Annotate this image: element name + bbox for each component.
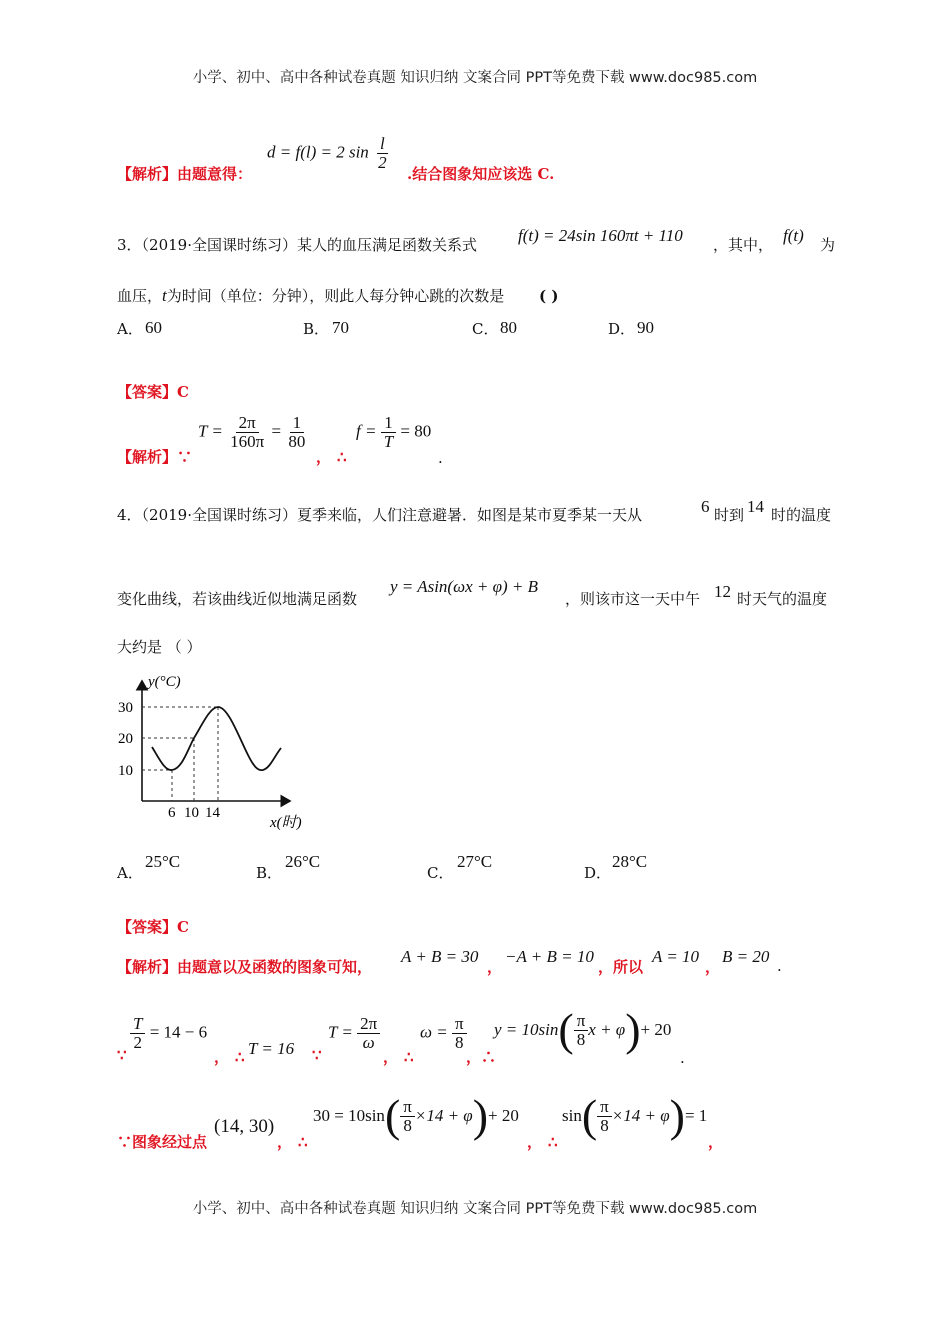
comma: ，	[527, 1133, 543, 1151]
frac-num: 2π	[357, 1015, 380, 1034]
q4-line1	[117, 505, 642, 525]
q4-option-a[interactable]	[117, 862, 143, 883]
f-eq: f =	[356, 421, 377, 441]
question-source: （2019·全国课时练习）	[141, 236, 297, 254]
option-value: 27°C	[457, 852, 493, 871]
passes-through: ∵图象经过点	[117, 1133, 208, 1151]
t-eq: T =	[198, 421, 223, 441]
frac-den: 160π	[230, 432, 265, 451]
omega-prefix	[383, 1046, 414, 1067]
q3-option-b[interactable]	[303, 318, 329, 339]
option-label: A．	[117, 320, 143, 338]
period: .	[680, 1049, 685, 1067]
q3-option-c[interactable]	[472, 318, 498, 339]
comma: ，	[708, 1133, 724, 1151]
q4-n14: 14	[747, 497, 764, 516]
plus-20: + 20	[488, 1106, 519, 1125]
page-footer: 小学、初中、高中各种试卷真题 知识归纳 文案合同 PPT等免费下载 www.doc985.com	[192, 1201, 758, 1217]
q4-analysis-line1	[117, 956, 372, 977]
q4-answer	[117, 916, 189, 937]
option-value: 80	[500, 318, 517, 337]
sin-prefix	[527, 1131, 558, 1152]
q4-option-d[interactable]	[584, 862, 611, 883]
q3-stem-b: ，其中，	[713, 236, 774, 254]
omega-value	[420, 1015, 467, 1052]
plus-20: + 20	[640, 1020, 672, 1039]
analysis-tag: 【解析】	[117, 448, 178, 466]
inner-expr: ×14 + φ	[414, 1106, 473, 1125]
omega-eq: ω =	[420, 1022, 448, 1042]
because-symbol: ∵	[177, 448, 193, 466]
x-tick-6: 6	[168, 805, 176, 821]
q4-n12: 12	[714, 582, 731, 601]
q3-option-a[interactable]	[117, 318, 143, 339]
q3-line1	[117, 235, 477, 255]
q3-ft: f(t)	[783, 226, 804, 245]
t16-prefix	[214, 1046, 245, 1067]
question-source: （2019·全国课时练习）	[141, 506, 297, 524]
frac-num: T	[130, 1015, 145, 1034]
answer-value: C	[177, 383, 189, 401]
therefore-symbol: ∴	[548, 1133, 558, 1151]
option-value: 28°C	[612, 852, 648, 871]
y-tick-10: 10	[118, 763, 133, 779]
frac-num: π	[452, 1015, 467, 1034]
eq30-prefix	[277, 1131, 308, 1152]
y-tick-20: 20	[118, 731, 133, 747]
frac-den: 8	[600, 1115, 609, 1135]
frac-den: T	[383, 432, 394, 451]
comma: ，	[705, 958, 721, 976]
omega-formula	[328, 1015, 380, 1052]
answer-value: C	[177, 918, 189, 936]
y-axis-label: y(°C)	[148, 674, 181, 690]
question-number: 4．	[117, 506, 142, 524]
open-paren: (	[581, 1090, 598, 1141]
therefore-symbol: ∴	[235, 1048, 245, 1066]
q3-stem-c: 为	[820, 236, 836, 254]
option-label: B．	[256, 864, 283, 882]
q4-line2-c: 时天气的温度	[737, 590, 828, 608]
frac-den: 2	[133, 1033, 142, 1052]
analysis-tag: 【解析】	[117, 165, 178, 183]
eq-sign: =	[271, 421, 282, 441]
comma: ，	[277, 1133, 293, 1151]
option-label: C．	[427, 864, 454, 882]
inner-expr: ×14 + φ	[611, 1106, 670, 1125]
close-paren: )	[472, 1090, 489, 1141]
option-label: D．	[584, 864, 612, 882]
option-value: 26°C	[285, 852, 321, 871]
analysis-text: 由题意得：	[177, 165, 253, 183]
q4-n6: 6	[701, 497, 710, 516]
half-rhs: = 14 − 6	[149, 1022, 208, 1042]
separator: ，	[316, 448, 332, 466]
frac-den: 8	[576, 1029, 586, 1049]
question-stem: 某人的血压满足函数关系式	[297, 236, 478, 254]
open-paren: (	[384, 1090, 401, 1141]
y-prefix	[466, 1046, 496, 1067]
y-eq: y = 10sin	[494, 1020, 559, 1039]
guide-lines	[142, 707, 218, 801]
q3-analysis-tag	[117, 446, 192, 467]
point: (14, 30)	[214, 1116, 275, 1137]
option-label: C．	[472, 320, 499, 338]
close-paren: )	[625, 1004, 641, 1055]
frac-num: π	[574, 1012, 589, 1031]
so-text: ，所以	[598, 958, 644, 976]
frac-num: π	[597, 1098, 612, 1117]
q3-end: .	[438, 449, 443, 467]
eq-a-plus-b: A + B = 30	[401, 947, 479, 966]
option-label: D．	[608, 320, 636, 338]
frac-den: ω	[362, 1033, 375, 1052]
frac-num: 1	[381, 414, 396, 433]
comma: ，	[214, 1048, 230, 1066]
q3-line2	[117, 286, 558, 306]
eq-1: = 1	[684, 1106, 708, 1125]
comma: ，	[383, 1048, 399, 1066]
period: .	[777, 957, 782, 975]
q4-formula: y = Asin(ωx + φ) + B	[390, 577, 539, 596]
y-tick-30: 30	[118, 700, 133, 716]
frac-den: 8	[403, 1115, 412, 1135]
result: = 80	[400, 421, 432, 441]
x-tick-14: 14	[205, 805, 220, 821]
comma: ，	[466, 1048, 482, 1066]
analysis-tag: 【解析】	[117, 958, 178, 976]
option-label: B．	[303, 320, 330, 338]
sin: sin	[562, 1106, 582, 1125]
prev-formula	[267, 135, 390, 172]
frac-den: 8	[455, 1033, 464, 1052]
frac-num: π	[400, 1098, 415, 1117]
q4-option-c[interactable]	[427, 862, 453, 883]
q3-paren: ( )	[539, 287, 559, 305]
q4-stem-b: 时到	[714, 506, 745, 524]
frac-num: 2π	[236, 414, 259, 433]
therefore-symbol: ∴	[337, 448, 347, 466]
q3-formula: f(t) = 24sin 160πt + 110	[518, 226, 683, 245]
q4-line2-b: ，则该市这一天中午	[565, 590, 701, 608]
answer-tag: 【答案】	[117, 383, 178, 401]
answer-tag: 【答案】	[117, 918, 178, 936]
open-paren: (	[558, 1004, 574, 1055]
analysis-text: 由题意以及函数的图象可知，	[177, 958, 373, 976]
eq-b: B = 20	[722, 947, 770, 966]
frac-num: l	[377, 135, 388, 154]
close-paren: )	[669, 1090, 685, 1141]
question-stem: 夏季来临，人们注意避暑．如图是某市夏季某一天从	[297, 506, 643, 524]
frac-num: 1	[290, 414, 305, 433]
t16: T = 16	[248, 1039, 295, 1058]
inner-expr: x + φ	[588, 1020, 626, 1039]
sin-formula	[562, 1090, 708, 1141]
q3-freq-formula	[356, 414, 431, 451]
q3-line2-b: 为时间（单位：分钟），则此人每分钟心跳的次数是	[166, 287, 505, 305]
prev-conclusion: .结合图象知应该选 C.	[407, 165, 555, 183]
question-number: 3．	[117, 236, 142, 254]
comma: ，	[487, 958, 503, 976]
temperature-graph	[110, 665, 310, 835]
therefore-symbol: ∴	[298, 1133, 308, 1151]
q3-period-formula	[198, 414, 308, 451]
q3-option-d[interactable]	[608, 318, 635, 339]
page-header: 小学、初中、高中各种试卷真题 知识归纳 文案合同 PPT等免费下载 www.doc985.com	[192, 70, 758, 86]
q4-stem-c: 时的温度	[771, 506, 832, 524]
because-symbol: ∵	[312, 1046, 322, 1064]
because-symbol: ∵	[117, 1046, 127, 1064]
t-eq: T =	[328, 1022, 353, 1042]
q4-option-b[interactable]	[256, 862, 282, 883]
therefore-symbol: ∴	[404, 1048, 414, 1066]
y-formula	[494, 1004, 672, 1055]
q3-sep	[316, 446, 347, 467]
temperature-curve	[152, 707, 281, 770]
prev-analysis	[117, 163, 252, 184]
option-value: 60	[145, 318, 162, 337]
eq30-formula	[313, 1090, 519, 1141]
q4-line3: 大约是 （ ）	[117, 638, 202, 656]
option-value: 25°C	[145, 852, 181, 871]
q4-line2-a: 变化曲线，若该曲线近似地满足函数	[117, 590, 358, 608]
therefore-symbol: ∴	[481, 1048, 497, 1066]
q3-line2-a: 血压，	[117, 287, 163, 305]
frac-den: 2	[378, 153, 387, 172]
x-axis-label: x(时)	[270, 815, 302, 831]
formula-text: d = f(l) = 2 sin	[267, 142, 369, 162]
frac-den: 80	[288, 432, 306, 451]
eq30: 30 = 10sin	[313, 1106, 385, 1125]
option-value: 70	[332, 318, 349, 337]
eq-minus-a-plus-b: −A + B = 10	[505, 947, 594, 966]
q3-answer	[117, 381, 189, 402]
option-label: A．	[117, 864, 143, 882]
option-value: 90	[637, 318, 654, 337]
q3-t: t	[162, 286, 167, 305]
x-tick-10: 10	[184, 805, 199, 821]
eq-a: A = 10	[652, 947, 700, 966]
half-period-formula	[130, 1015, 207, 1052]
